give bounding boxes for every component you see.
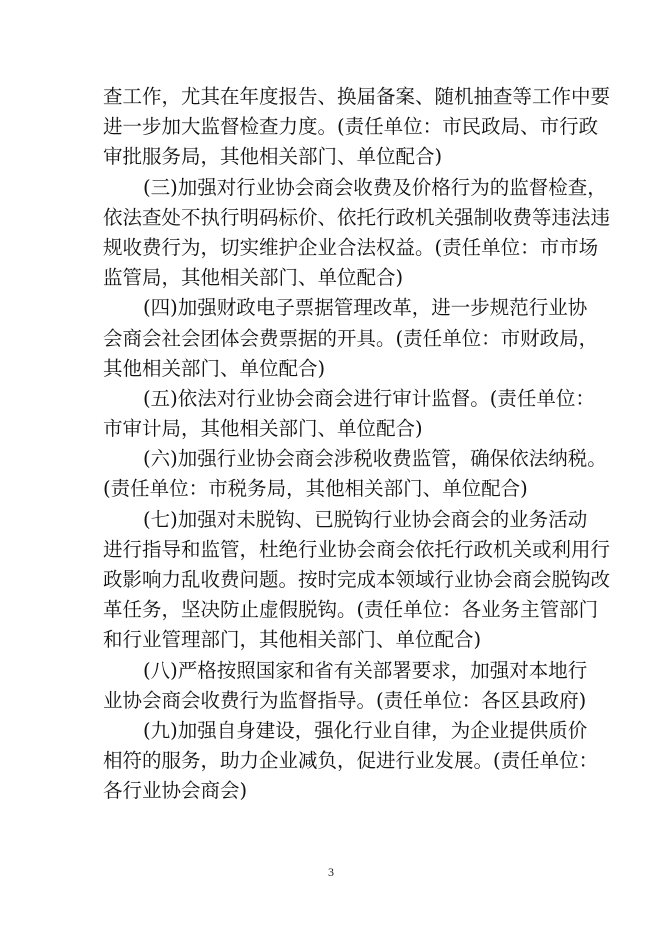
text-line: 政影响力乱收费问题。按时完成本领域行业协会商会脱钩改 — [103, 568, 611, 591]
text-line: 市审计局，其他相关部门、单位配合) — [103, 417, 423, 441]
text-line: 各行业协会商会) — [103, 779, 248, 803]
paragraph-start-line: (三)加强对行业协会商会收费及价格行为的监督检查， — [143, 175, 607, 199]
text-line: 革任务，坚决防止虚假脱钩。(责任单位：各业务主管部门 — [103, 598, 599, 622]
text-line: 审批服务局，其他相关部门、单位配合) — [103, 145, 443, 169]
paragraph-start-line: (七)加强对未脱钩、已脱钩行业协会商会的业务活动 — [143, 507, 588, 531]
text-line: 会商会社会团体会费票据的开具。(责任单位：市财政局， — [103, 326, 599, 350]
paragraph-start-line: (六)加强行业协会商会涉税收费监管，确保依法纳税。 — [143, 447, 607, 471]
text-line: 进行指导和监管，杜绝行业协会商会依托行政机关或利用行 — [103, 537, 611, 561]
paragraph-start-line: (八)严格按照国家和省有关部署要求，加强对本地行 — [143, 658, 588, 682]
text-line: 查工作，尤其在年度报告、换届备案、随机抽查等工作中要 — [103, 85, 611, 108]
paragraph-start-line: (九)加强自身建设，强化行业自律，为企业提供质价 — [143, 718, 588, 742]
text-line: 和行业管理部门，其他相关部门、单位配合) — [103, 628, 482, 652]
text-line: 规收费行为，切实维护企业合法权益。(责任单位：市市场 — [103, 235, 599, 259]
text-line: 进一步加大监督检查力度。(责任单位：市民政局、市行政 — [103, 115, 599, 139]
body-text — [103, 82, 611, 807]
page-number: 3 — [328, 865, 334, 879]
text-line: 相符的服务，助力企业减负，促进行业发展。(责任单位： — [103, 749, 599, 773]
text-line: 业协会商会收费行为监督指导。(责任单位：各区县政府) — [103, 688, 587, 712]
text-line: 依法查处不执行明码标价、依托行政机关强制收费等违法违 — [103, 205, 611, 229]
paragraph-start-line: (四)加强财政电子票据管理改革，进一步规范行业协 — [143, 296, 588, 320]
paragraph-start-line: (五)依法对行业协会商会进行审计监督。(责任单位： — [143, 386, 595, 410]
text-line: 其他相关部门、单位配合) — [103, 356, 326, 380]
text-line: 监管局，其他相关部门、单位配合) — [103, 266, 404, 290]
text-line: (责任单位：市税务局，其他相关部门、单位配合) — [103, 477, 528, 501]
